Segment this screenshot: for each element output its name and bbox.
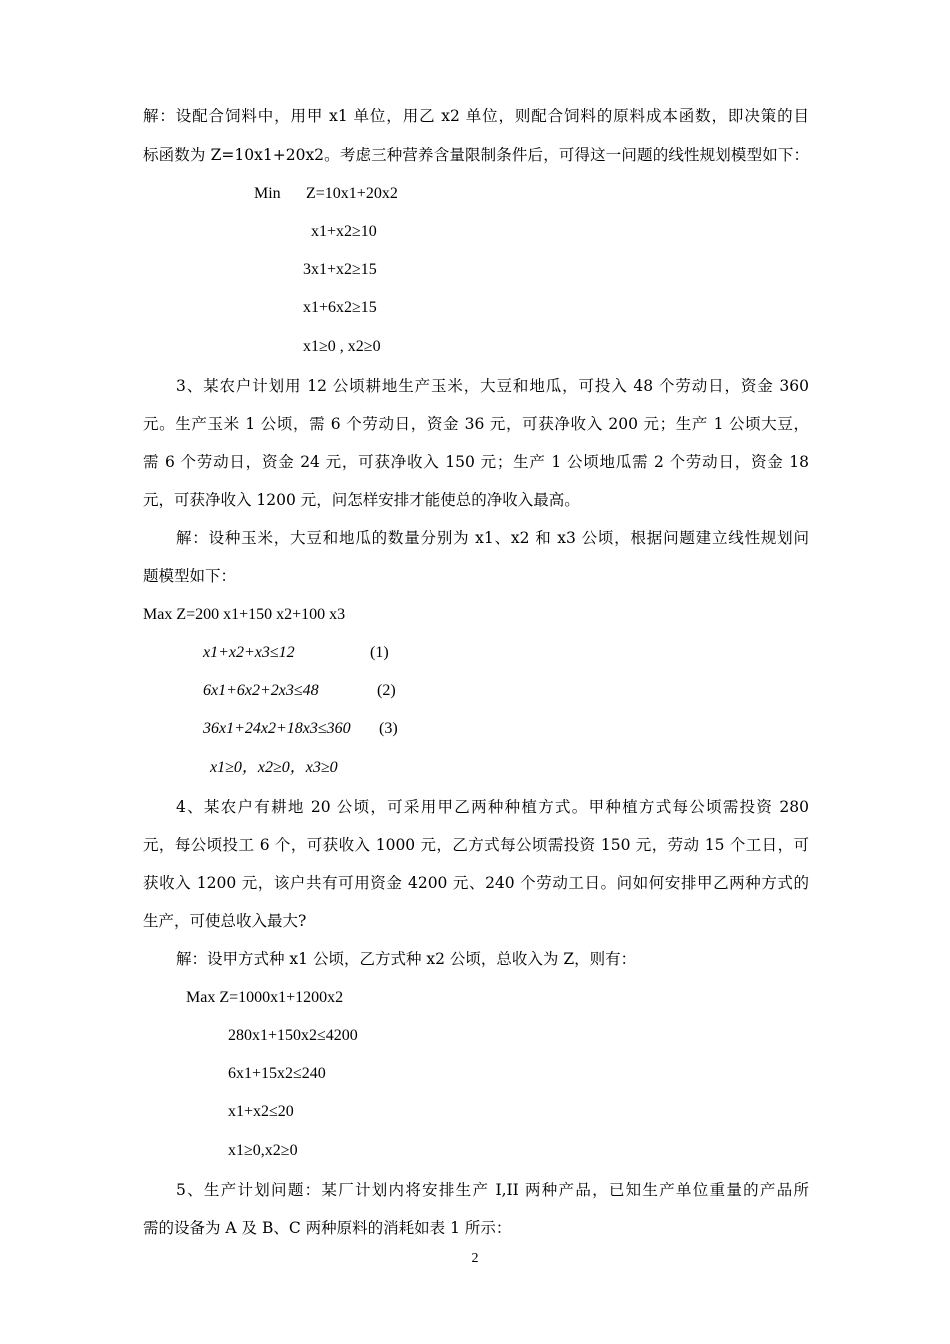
p3-solution-line-2: 题模型如下：	[143, 567, 237, 585]
p2-solution-line-2: 标函数为 Z=10x1+20x2。考虑三种营养含量限制条件后，可得这一问题的线性规划模型如下：	[143, 146, 809, 164]
p2-objective-label: Min	[254, 185, 281, 202]
p3-statement-line-4: 元，可获净收入 1200 元，问怎样安排才能使总的净收入最高。	[143, 491, 580, 509]
p3-constraint-nonneg: x1≥0，x2≥0，x3≥0	[210, 759, 338, 776]
p4-statement-line-3: 获收入 1200 元，该户共有可用资金 4200 元、240 个劳动工日。问如何安排甲乙两种方式的	[143, 874, 809, 892]
p3-objective: Max Z=200 x1+150 x2+100 x3	[143, 606, 346, 623]
p2-objective-expression: Z=10x1+20x2	[306, 185, 398, 202]
p2-constraint-nonneg: x1≥0 , x2≥0	[303, 338, 381, 355]
p5-statement-line-1: 5、生产计划问题：某厂计划内将安排生产 I,II 两种产品，已知生产单位重量的产品所	[176, 1181, 809, 1199]
p3-constraint-3: 36x1+24x2+18x3≤360	[203, 720, 351, 737]
p2-constraint-3: x1+6x2≥15	[303, 299, 377, 316]
p4-constraint-1: 280x1+150x2≤4200	[228, 1027, 358, 1044]
p2-constraint-1: x1+x2≥10	[311, 223, 377, 240]
p3-constraint-2-tag: (2)	[377, 682, 396, 699]
p4-statement-line-2: 元，每公顷投工 6 个，可获收入 1000 元，乙方式每公顷需投资 150 元，劳动 15 个工日，可	[143, 836, 809, 854]
p3-constraint-3-tag: (3)	[379, 720, 398, 737]
p3-constraint-1: x1+x2+x3≤12	[203, 644, 295, 661]
p2-solution-line-1: 解：设配合饲料中，用甲 x1 单位，用乙 x2 单位，则配合饲料的原料成本函数，即决策的目	[143, 107, 809, 125]
p4-objective: Max Z=1000x1+1200x2	[186, 989, 344, 1006]
p3-solution-line-1: 解：设种玉米，大豆和地瓜的数量分别为 x1、x2 和 x3 公顷，根据问题建立线性规划问	[176, 529, 809, 547]
p4-statement-line-1: 4、某农户有耕地 20 公顷，可采用甲乙两种种植方式。甲种植方式每公顷需投资 280	[176, 798, 809, 816]
page-number: 2	[471, 1251, 479, 1266]
p4-constraint-2: 6x1+15x2≤240	[228, 1065, 326, 1082]
p2-constraint-2: 3x1+x2≥15	[303, 261, 377, 278]
p3-statement-line-1: 3、某农户计划用 12 公顷耕地生产玉米，大豆和地瓜，可投入 48 个劳动日，资金 360	[176, 377, 809, 395]
p3-statement-line-3: 需 6 个劳动日，资金 24 元，可获净收入 150 元；生产 1 公顷地瓜需 2 个劳动日，资金 18	[143, 453, 809, 471]
p4-solution-line: 解：设甲方式种 x1 公顷，乙方式种 x2 公顷，总收入为 Z，则有：	[176, 950, 637, 968]
p3-statement-line-2: 元。生产玉米 1 公顷，需 6 个劳动日，资金 36 元，可获净收入 200 元；生产 1 公顷大豆，	[143, 415, 809, 433]
p4-statement-line-4: 生产，可使总收入最大?	[143, 912, 307, 930]
p4-constraint-3: x1+x2≤20	[228, 1103, 294, 1120]
p4-constraint-nonneg: x1≥0,x2≥0	[228, 1142, 298, 1159]
p3-constraint-1-tag: (1)	[370, 644, 389, 661]
p5-statement-line-2: 需的设备为 A 及 B、C 两种原料的消耗如表 1 所示：	[143, 1219, 512, 1237]
p3-constraint-2: 6x1+6x2+2x3≤48	[203, 682, 319, 699]
